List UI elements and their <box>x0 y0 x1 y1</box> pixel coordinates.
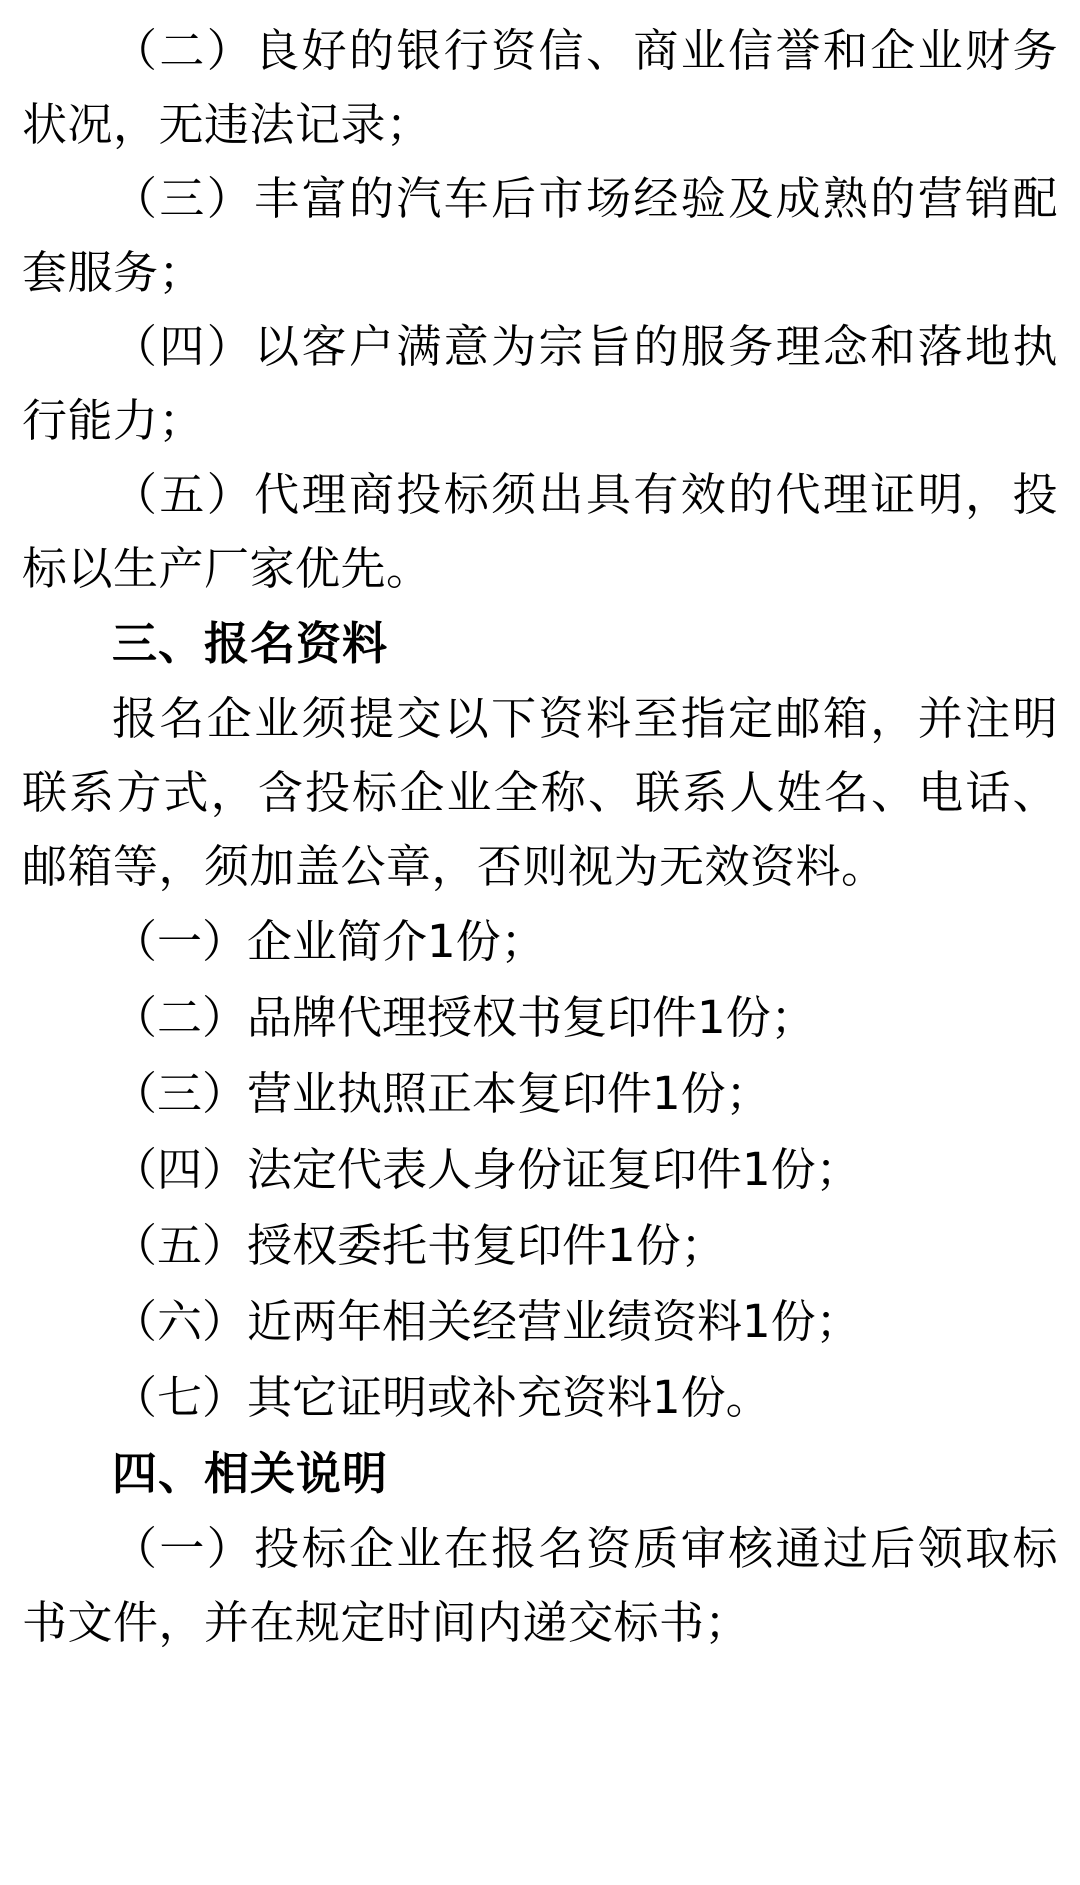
list-item-material-5: （五）授权委托书复印件1份； <box>112 1219 726 1272</box>
paragraph-note-1: （一）投标企业在报名资质审核通过后领取标书文件，并在规定时间内递交标书； <box>22 1522 1058 1649</box>
list-item-material-6: （六）近两年相关经营业绩资料1份； <box>112 1295 861 1348</box>
list-item-material-2: （二）品牌代理授权书复印件1份； <box>112 991 816 1044</box>
paragraph-qualification-5: （五）代理商投标须出具有效的代理证明，投标以生产厂家优先。 <box>22 468 1058 595</box>
list-item-material-7: （七）其它证明或补充资料1份。 <box>112 1371 771 1424</box>
paragraph-qualification-4: （四）以客户满意为宗旨的服务理念和落地执行能力； <box>22 320 1058 447</box>
paragraph-qualification-2: （二）良好的银行资信、商业信誉和企业财务状况，无违法记录； <box>22 24 1058 151</box>
list-item-material-3: （三）营业执照正本复印件1份； <box>112 1067 771 1120</box>
section-heading-three: 三、报名资料 <box>112 617 389 670</box>
list-item-material-4: （四）法定代表人身份证复印件1份； <box>112 1143 861 1196</box>
section-heading-four: 四、相关说明 <box>112 1447 389 1500</box>
paragraph-section-three-intro: 报名企业须提交以下资料至指定邮箱，并注明联系方式，含投标企业全称、联系人姓名、电话、邮箱等，须加盖公章，否则视为无效资料。 <box>22 692 1058 893</box>
paragraph-qualification-3: （三）丰富的汽车后市场经验及成熟的营销配套服务； <box>22 172 1058 299</box>
list-item-material-1: （一）企业简介1份； <box>112 915 546 968</box>
